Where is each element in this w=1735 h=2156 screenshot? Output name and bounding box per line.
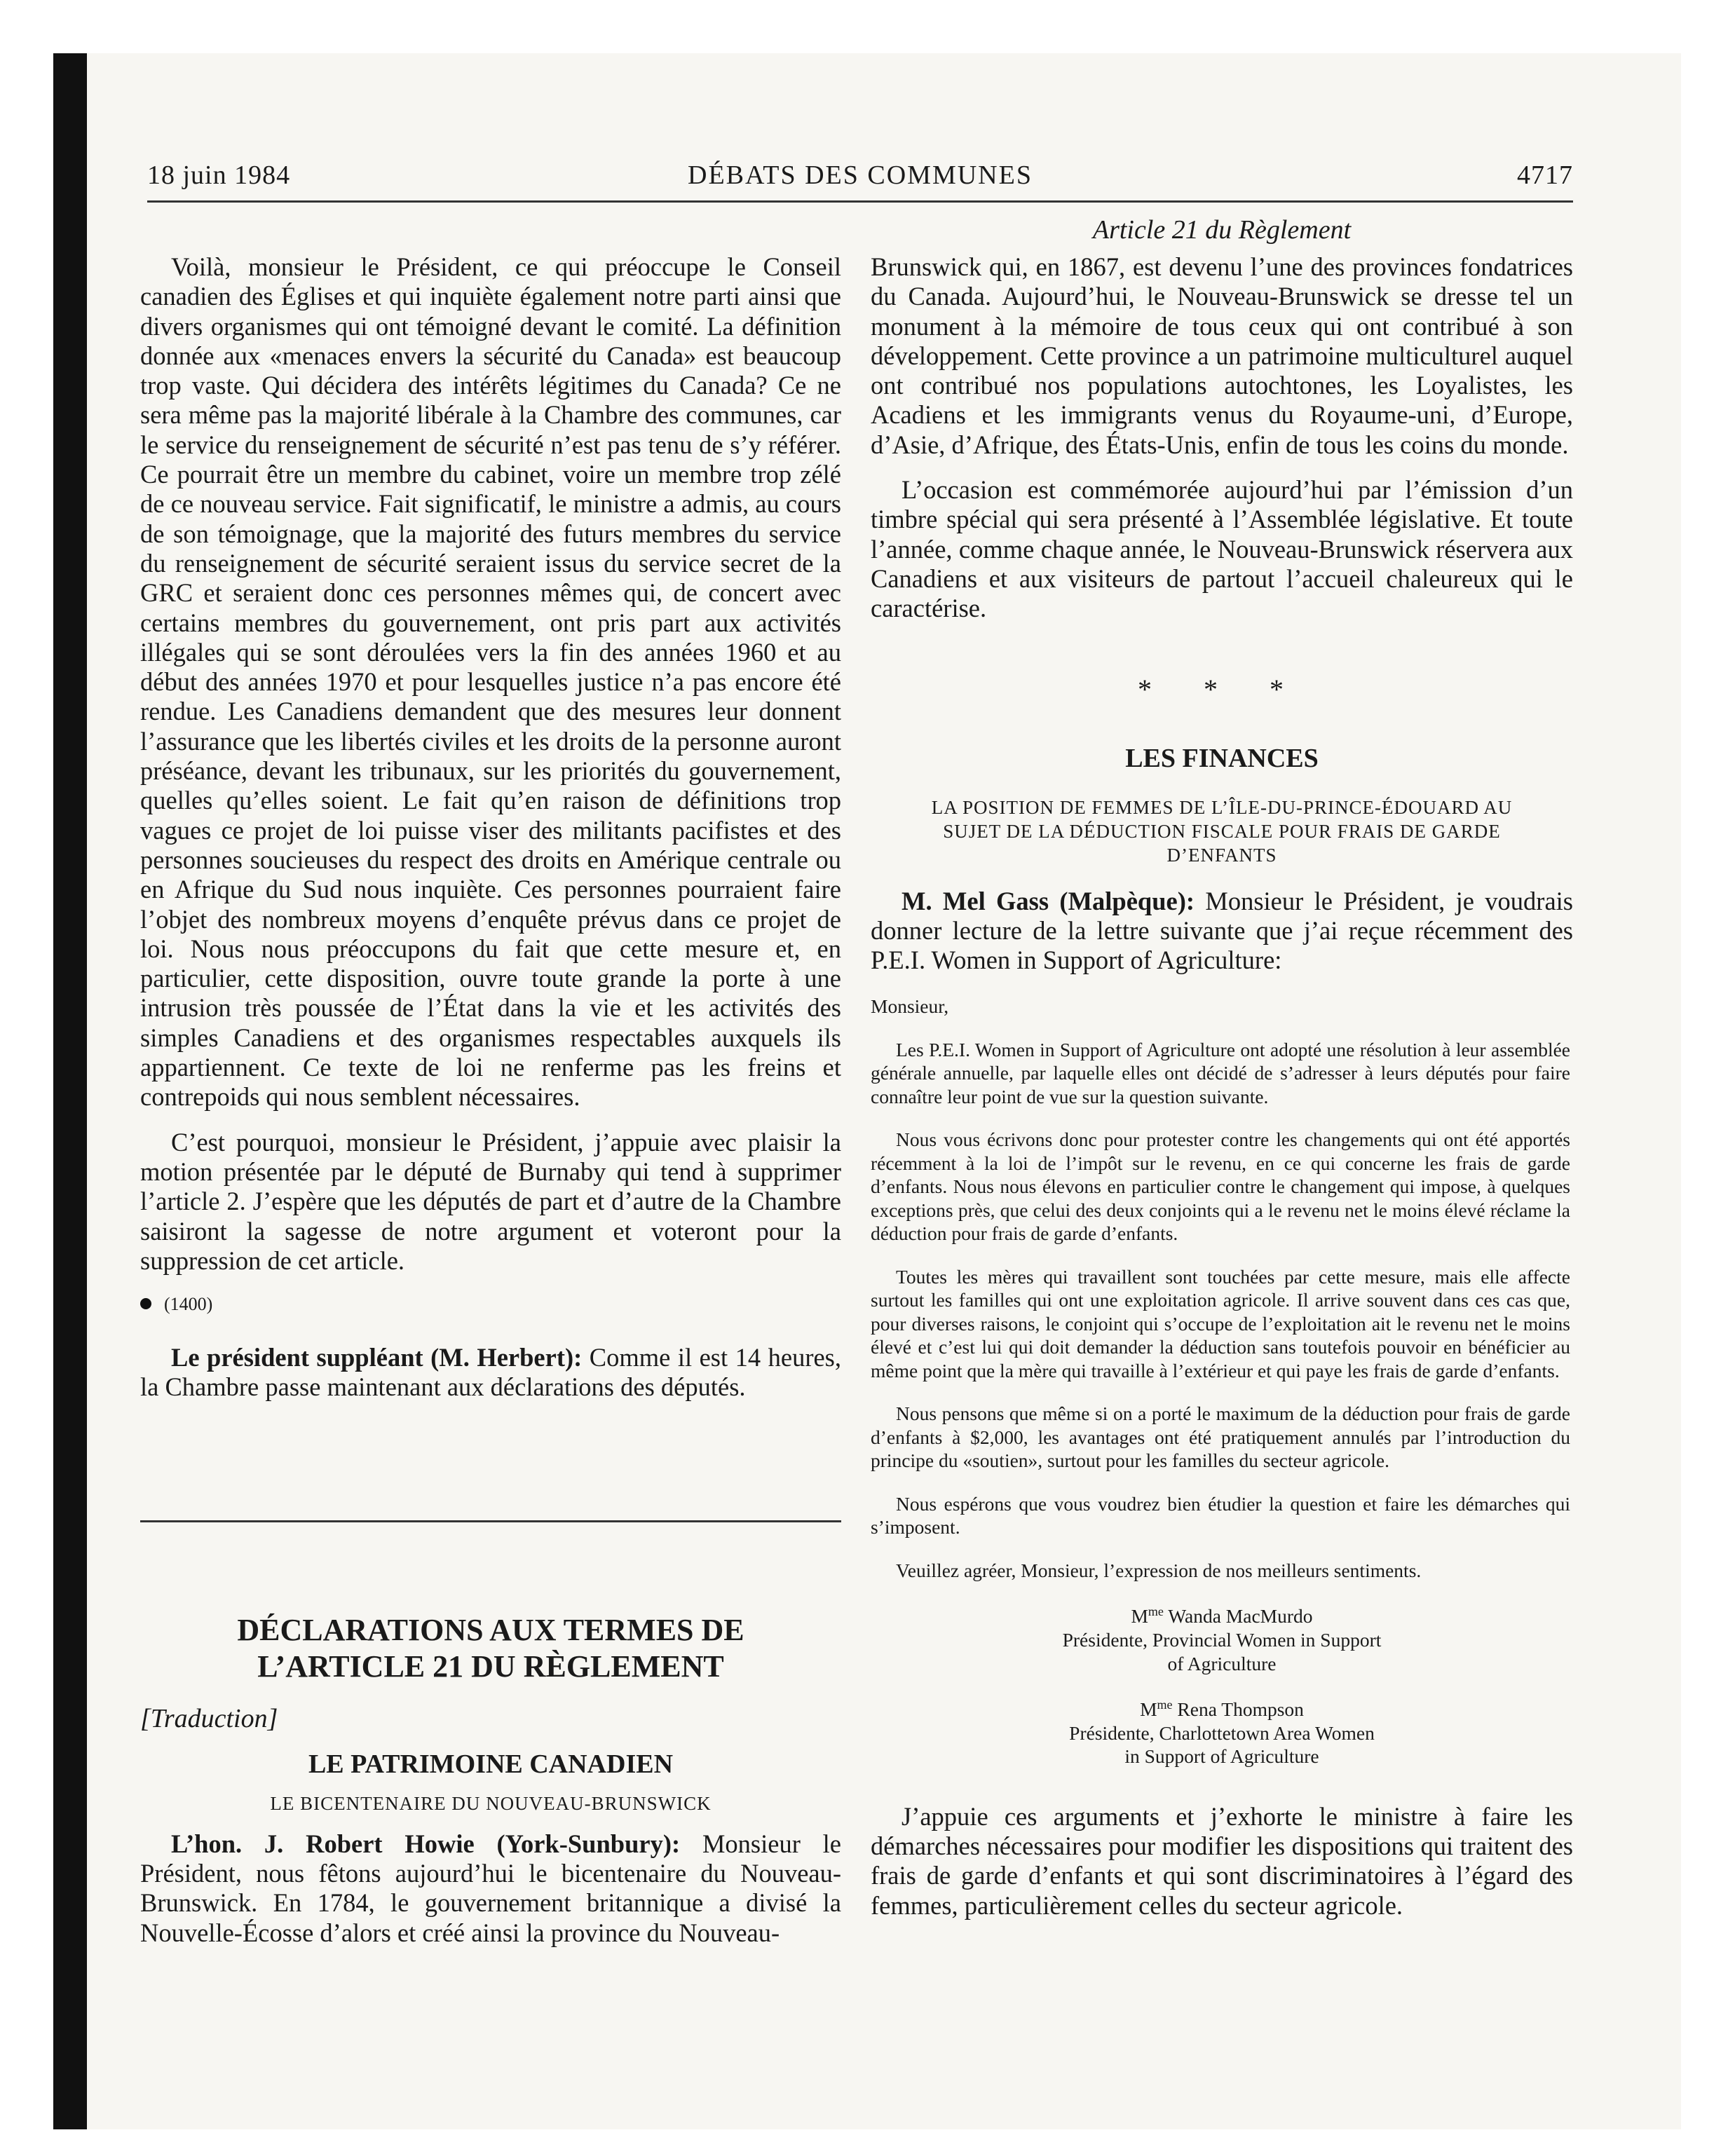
time-marker-text: (1400) (164, 1294, 213, 1315)
letter-paragraph: Toutes les mères qui travaillent sont touchées par cette mesure, mais elle affecte surtout les familles qui ont une exploitation agricole. Il arrive souvent dans ces cas que, pour diverses raisons, le conjoint qui s’occupe de l’exploitation ait le revenu net le moins élevé et c’est lui qui doit demander la déduction sans toutefois pouvoir en bénéficier au même point que la mère qui travaille à l’extérieur et qui paye les frais de garde d’enfants. (871, 1265, 1570, 1381)
right-column (871, 252, 1573, 2033)
signature-name: $M^{me}$ Wanda MacMurdo (1131, 1604, 1313, 1628)
signature-block-1 (871, 1600, 1573, 1675)
time-marker (140, 1292, 841, 1316)
subsection-subtitle: LE BICENTENAIRE DU NOUVEAU-BRUNSWICK (270, 1792, 712, 1814)
letter-paragraph: Les P.E.I. Women in Support of Agriculture ont adopté une résolution à leur assemblée générale annuelle, par laquelle elles ont décidé de s’adresser à leurs députés pour faire connaître leur point de vue sur la question suivante. (871, 1038, 1570, 1107)
letter-salutation: Monsieur, (871, 995, 949, 1018)
speaker-name: Le président suppléant (M. Herbert): (171, 1343, 583, 1372)
speaker-name: M. Mel Gass (Malpèque): (901, 886, 1195, 915)
header-title: DÉBATS DES COMMUNES (688, 161, 1033, 190)
speaker-name: L’hon. J. Robert Howie (York-Sunbury): (171, 1829, 681, 1858)
speaker-text: Comme il est 14 heures, la Chambre passe maintenant aux déclarations des députés. (140, 1343, 841, 1402)
header-page-number: 4717 (1517, 161, 1573, 190)
left-column (140, 252, 841, 2033)
paragraph-gass (871, 887, 1573, 976)
paragraph-motion: C’est pourquoi, monsieur le Président, j’appuie avec plaisir la motion présentée par le député de Burnaby qui tend à supprimer l’article 2. J’espère que les députés de part et d’autre de la Chambre saisiront la sagesse de notre argument et voteront pour la suppression de cet article. (140, 1127, 841, 1275)
signature-title: Présidente, Provincial Women in Support (1062, 1629, 1382, 1651)
subsection-title: LE PATRIMOINE CANADIEN (308, 1749, 674, 1779)
translation-tag: [Traduction] (140, 1703, 278, 1733)
paragraph-acting-speaker (140, 1343, 841, 1403)
section-stars: * * * (1138, 673, 1306, 705)
paragraph-stamp: L’occasion est commémorée aujourd’hui par l’émission d’un timbre spécial qui sera présenté à l’Assemblée législative. Et toute l’année, comme chaque année, le Nouveau-Brunswick réservera aux Canadiens et aux visiteurs de partout l’accueil chaleureux qui le caractérise. (871, 475, 1573, 623)
letter-paragraph: Nous pensons que même si on a porté le maximum de la déduction pour frais de garde d’enfants à $2,000, les avantages ont été pratiquement annulés par l’introduction du principe du «soutien», surtout pour les familles du secteur agricole. (871, 1403, 1570, 1472)
paragraph-brunswick: Brunswick qui, en 1867, est devenu l’une des provinces fondatrices du Canada. Aujourd’hui, le Nouveau-Brunswick se dresse tel un monument à la mémoire de tous ceux qui ont contribué à son développement. Cette province a un patrimoine multiculturel auquel ont contribué nos populations autochtones, les Loyalistes, les Acadiens et les immigrants venus du Royaume-uni, d’Europe, d’Asie, d’Afrique, des États-Unis, enfin de tous les coins du monde. (871, 252, 1573, 459)
paragraph-security: Voilà, monsieur le Président, ce qui préoccupe le Conseil canadien des Églises et qui inquiète également notre parti ainsi que divers organismes qui ont témoigné devant le comité. La définition donnée aux «menaces envers la sécurité du Canada» est beaucoup trop vaste. Qui décidera des intérêts légitimes du Canada? Ce ne sera même pas la majorité libérale à la Chambre des communes, car le service du renseignement de sécurité n’est pas tenu de s’y référer. Ce pourrait être un membre du cabinet, voire un membre trop zélé de ce nouveau service. Fait significatif, le ministre a admis, au cours de son témoignage, que la majorité des futurs membres du service du renseignement de sécurité seraient issus du service secret de la GRC et seraient donc ces personnes mêmes qui, de concert avec certains membres du gouvernement, ont pris part aux activités illégales qui se sont déroulées vers la fin des années 1960 et au début des années 1970 et pour lesquelles justice n’a pas encore été rendue. Les Canadiens demandent que des mesures leur donnent l’assurance que les libertés civiles et les droits de la personne auront préséance, devant les tribunaux, sur les priorités du gouvernement, quelles qu’elles soient. Le fait qu’en raison de définitions trop vagues ce projet de loi puisse viser des militants pacifistes et des personnes soucieuses du respect des droits en Amérique centrale ou en Afrique du Sud nous inquiète. Ces personnes pourraient faire l’objet des nombreux moyens d’enquête prévus dans ce projet de loi. Nous nous préoccupons du fait que cette mesure et, en particulier, cette disposition, ouvre toute grande la porte à une intrusion très poussée de l’État dans la vie et les activités des simples Canadiens et des organismes respectables auxquels ils appartiennent. Ce texte de loi ne renferme pas les freins et contrepoids qui nous semblent nécessaires. (140, 252, 841, 1112)
page-header (147, 160, 1573, 203)
section-divider (140, 1520, 841, 1522)
speaker-text: Monsieur le Président, je voudrais donner lecture de la lettre suivante que j’ai reçue récemment des P.E.I. Women in Support of Agriculture: (871, 886, 1573, 975)
finance-title: LES FINANCES (1125, 743, 1319, 773)
section-title-line2: L’ARTICLE 21 DU RÈGLEMENT (257, 1649, 724, 1684)
running-head: Article 21 du Règlement (1092, 215, 1352, 245)
section-title (140, 1612, 841, 1685)
letter-closing: Veuillez agréer, Monsieur, l’expression de nos meilleurs sentiments. (896, 1559, 1422, 1581)
finance-subtitle: LA POSITION DE FEMMES DE L’ÎLE-DU-PRINCE-ÉDOUARD AU SUJET DE LA DÉDUCTION FISCALE POUR FRAIS DE GARDE D’ENFANTS (931, 796, 1513, 866)
paragraph-conclusion: J’appuie ces arguments et j’exhorte le ministre à faire les démarches nécessaires pour modifier les dispositions qui traitent des frais de garde d’enfants et qui sont discriminatoires à l’égard des femmes, particulièrement celles du secteur agricole. (871, 1801, 1573, 1920)
signature-title: Présidente, Charlottetown Area Women (1069, 1721, 1375, 1744)
signature-title: in Support of Agriculture (1124, 1745, 1319, 1768)
paragraph-howie (140, 1829, 841, 1948)
signature-block-2 (871, 1693, 1573, 1768)
speaker-text: Monsieur le Président, nous fêtons aujourd’hui le bicentenaire du Nouveau-Brunswick. En 1784, le gouvernement britannique a divisé la Nouvelle-Écosse d’alors et créé ainsi la province du Nouveau- (140, 1829, 841, 1947)
letter-paragraph: Nous espérons que vous voudrez bien étudier la question et faire les démarches qui s’imposent. (871, 1492, 1570, 1538)
letter-paragraph: Nous vous écrivons donc pour protester contre les changements qui ont été apportés récemment à la loi de l’impôt sur le revenu, en ce qui concerne les frais de garde d’enfants. Nous nous élevons en particulier contre le changement qui impose, à quelques exceptions près, que celui des deux conjoints qui a le revenu net le moins élevé réclame la déduction pour frais de garde d’enfants. (871, 1128, 1570, 1245)
signature-title: of Agriculture (1167, 1652, 1277, 1674)
binding-edge (53, 53, 87, 2129)
bullet-icon (140, 1298, 151, 1309)
section-title-line1: DÉCLARATIONS AUX TERMES DE (237, 1612, 744, 1647)
header-date: 18 juin 1984 (147, 161, 291, 190)
signature-name: $M^{me}$ Rena Thompson (1140, 1698, 1304, 1721)
